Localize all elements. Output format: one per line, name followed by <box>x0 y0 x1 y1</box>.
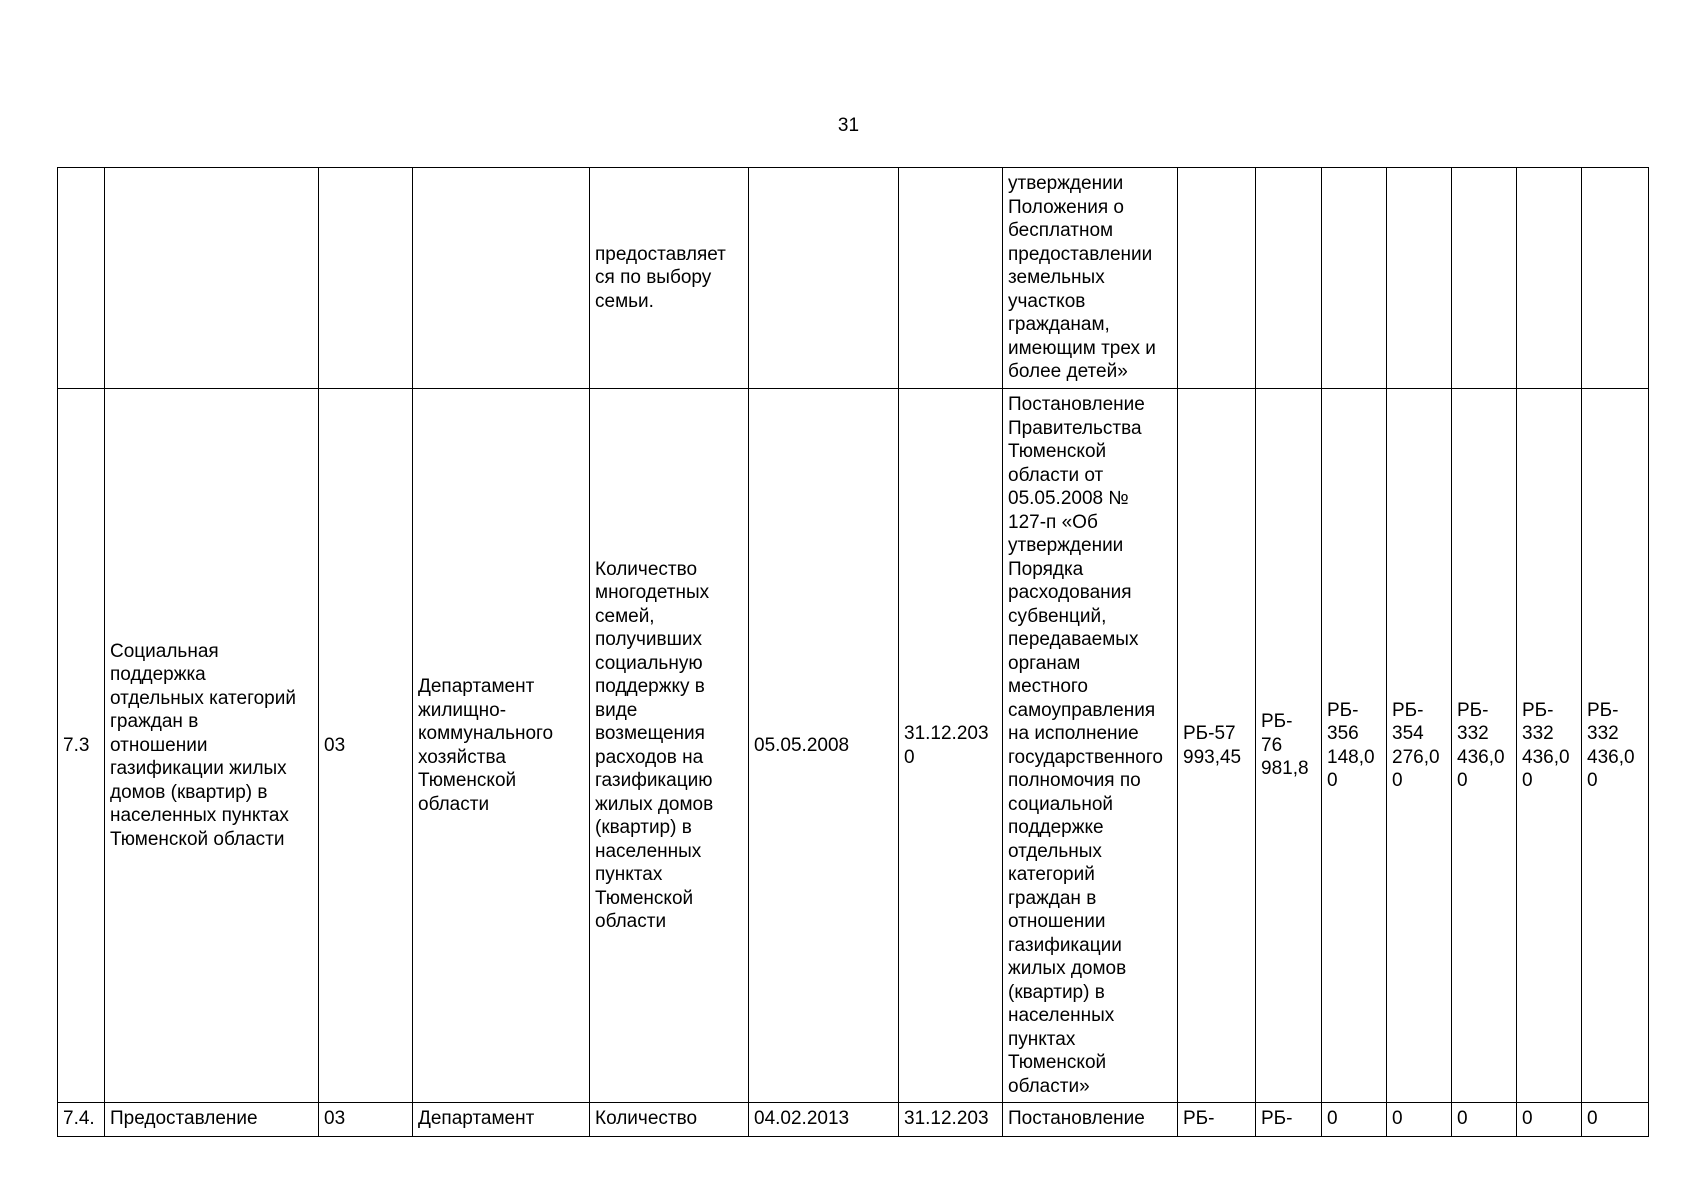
cell-executor <box>413 168 590 389</box>
cell-end-date: 31.12.203 0 <box>899 389 1003 1103</box>
cell-legal-act: утверждении Положения о бесплатном предоставлении земельных участков гражданам, имеющим трех и более детей» <box>1003 168 1178 389</box>
cell-executor: Департамент <box>413 1103 590 1137</box>
cell-indicator: предоставляет ся по выбору семьи. <box>590 168 749 389</box>
cell-value-1 <box>1178 168 1256 389</box>
cell-code <box>319 168 413 389</box>
cell-value-5: РБ- 332 436,0 0 <box>1452 389 1517 1103</box>
cell-value-4: 0 <box>1387 1103 1452 1137</box>
cell-value-5: 0 <box>1452 1103 1517 1137</box>
cell-end-date <box>899 168 1003 389</box>
cell-start-date: 05.05.2008 <box>749 389 899 1103</box>
page-number: 31 <box>837 115 860 136</box>
cell-value-2: РБ- 76 981,8 <box>1256 389 1322 1103</box>
cell-value-1: РБ- <box>1178 1103 1256 1137</box>
cell-number: 7.4. <box>58 1103 105 1137</box>
table-row <box>58 168 1649 389</box>
cell-legal-act: Постановление Правительства Тюменской области от 05.05.2008 № 127-п «Об утверждении Порядка расходования субвенций, передаваемых органам местного самоуправления на исполнение государственного полномочия по социальной поддержке отдельных категорий граждан в отношении газификации жилых домов (квартир) в населенных пунктах Тюменской области» <box>1003 389 1178 1103</box>
cell-measure-name <box>105 168 319 389</box>
cell-value-2 <box>1256 168 1322 389</box>
cell-value-6: 0 <box>1517 1103 1582 1137</box>
cell-value-4 <box>1387 168 1452 389</box>
cell-start-date: 04.02.2013 <box>749 1103 899 1137</box>
cell-number: 7.3 <box>58 389 105 1103</box>
cell-value-3: 0 <box>1322 1103 1387 1137</box>
cell-executor: Департамент жилищно- коммунального хозяйства Тюменской области <box>413 389 590 1103</box>
program-measures-table <box>57 167 1649 1137</box>
cell-end-date: 31.12.203 <box>899 1103 1003 1137</box>
cell-value-5 <box>1452 168 1517 389</box>
cell-value-4: РБ- 354 276,0 0 <box>1387 389 1452 1103</box>
table-row <box>58 389 1649 1103</box>
cell-measure-name: Социальная поддержка отдельных категорий граждан в отношении газификации жилых домов (квартир) в населенных пунктах Тюменской области <box>105 389 319 1103</box>
cell-value-7 <box>1582 168 1649 389</box>
cell-value-7: РБ- 332 436,0 0 <box>1582 389 1649 1103</box>
cell-value-1: РБ-57 993,45 <box>1178 389 1256 1103</box>
cell-code: 03 <box>319 1103 413 1137</box>
cell-measure-name: Предоставление <box>105 1103 319 1137</box>
cell-value-7: 0 <box>1582 1103 1649 1137</box>
cell-number <box>58 168 105 389</box>
cell-start-date <box>749 168 899 389</box>
table-row <box>58 1103 1649 1137</box>
cell-indicator: Количество <box>590 1103 749 1137</box>
cell-indicator: Количество многодетных семей, получивших социальную поддержку в виде возмещения расходов на газификацию жилых домов (квартир) в населенных пунктах Тюменской области <box>590 389 749 1103</box>
cell-value-3 <box>1322 168 1387 389</box>
cell-value-6: РБ- 332 436,0 0 <box>1517 389 1582 1103</box>
cell-value-3: РБ- 356 148,0 0 <box>1322 389 1387 1103</box>
cell-code: 03 <box>319 389 413 1103</box>
cell-value-6 <box>1517 168 1582 389</box>
cell-value-2: РБ- <box>1256 1103 1322 1137</box>
cell-legal-act: Постановление <box>1003 1103 1178 1137</box>
